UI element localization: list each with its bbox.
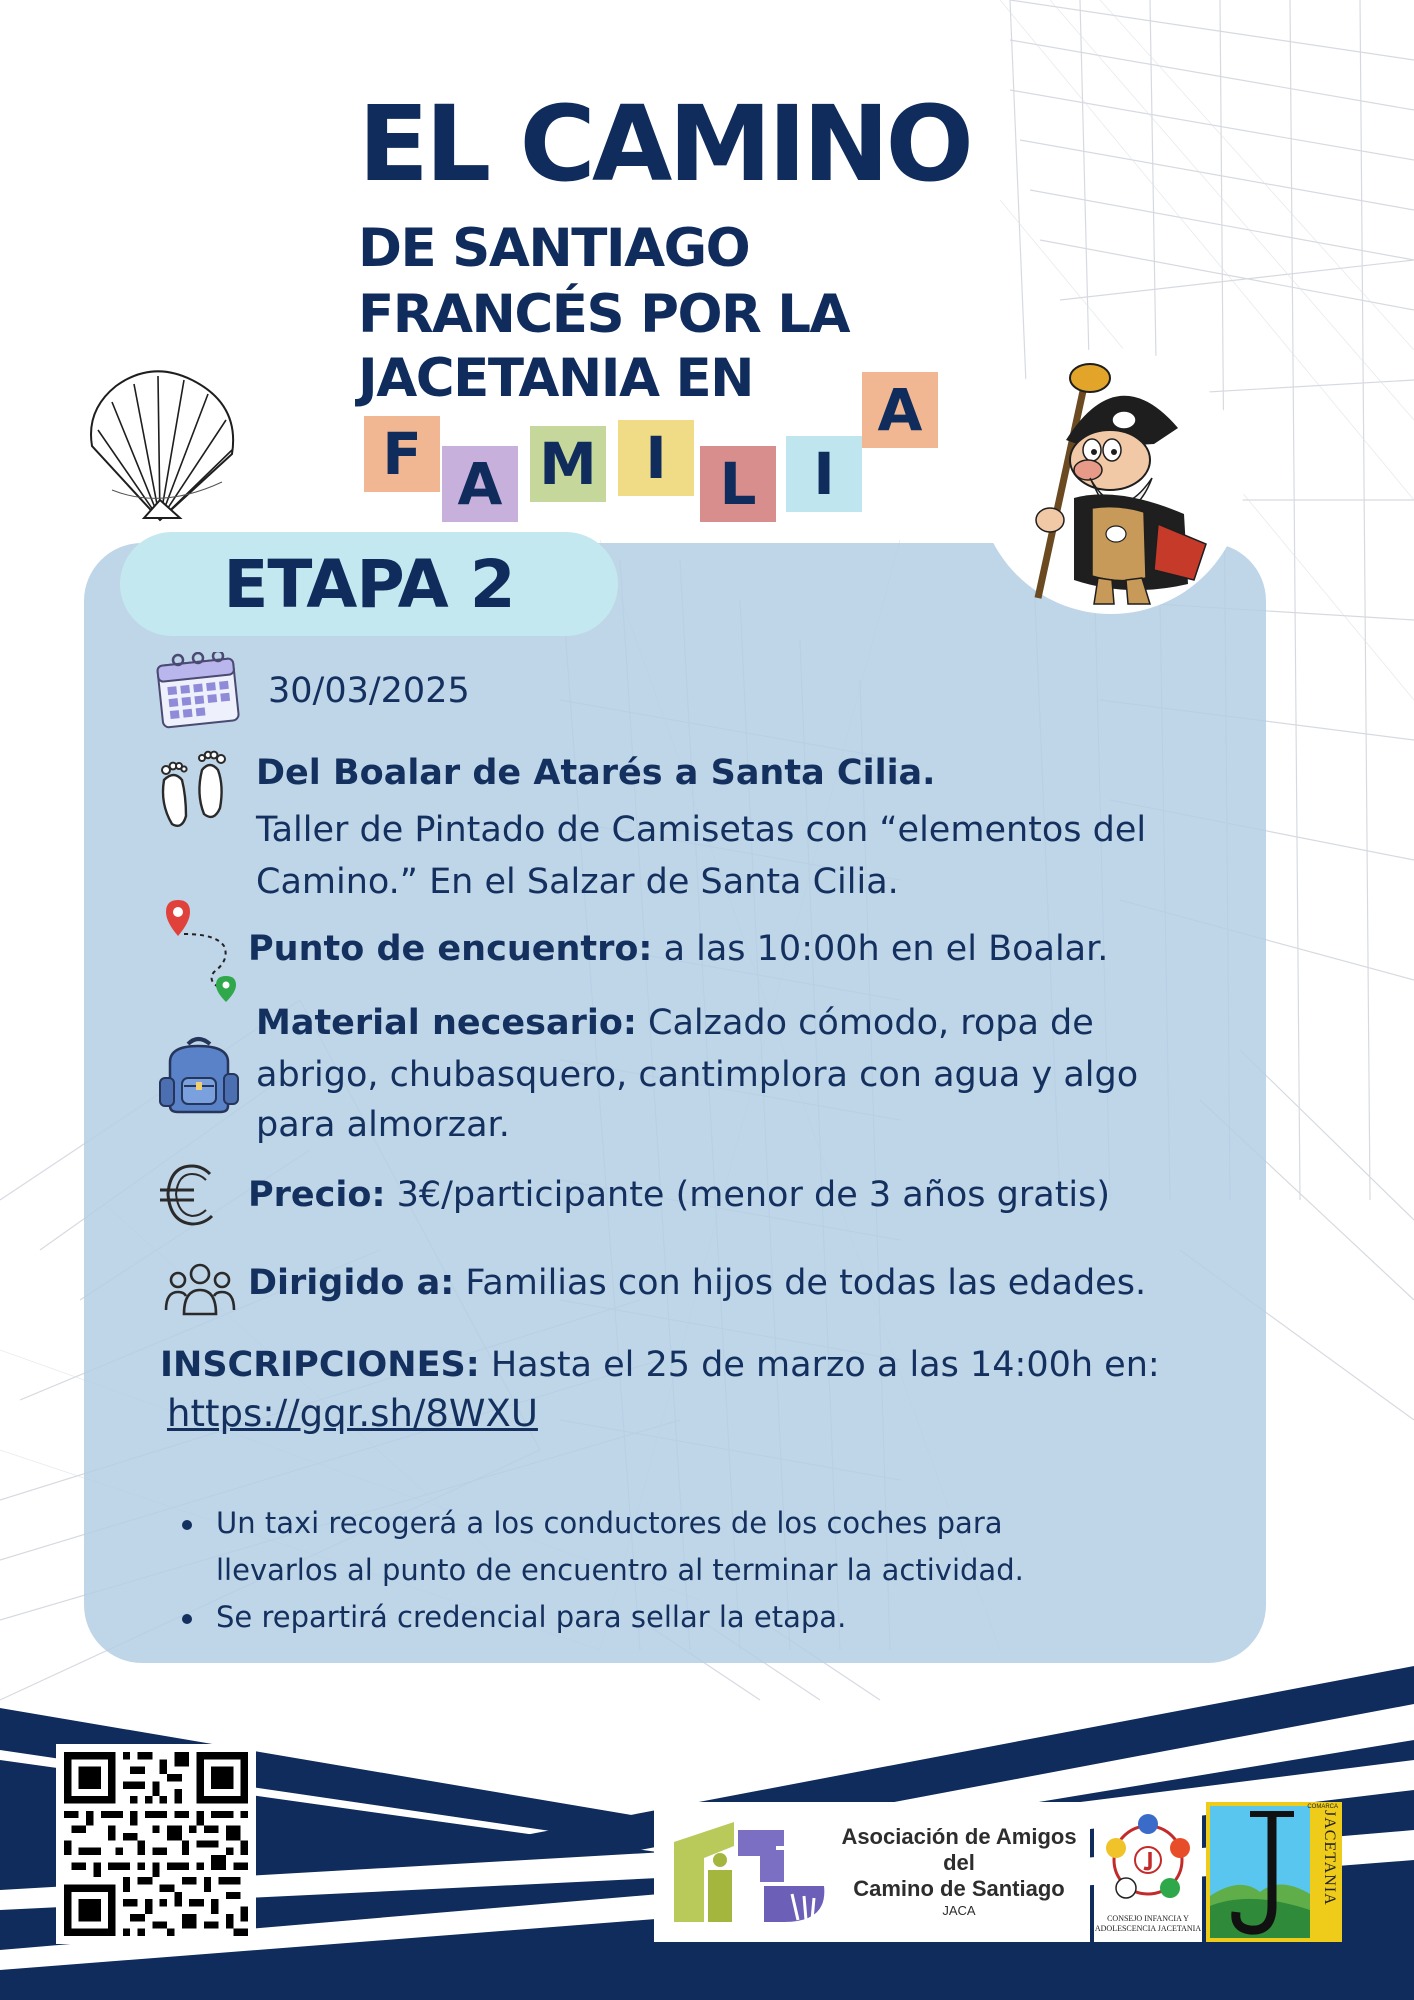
notes-list: [178, 1500, 1238, 1641]
consejo-line-2: ADOLESCENCIA JACETANIA: [1094, 1924, 1202, 1933]
asociacion-emblem-icon: [664, 1812, 834, 1932]
asociacion-logo: [654, 1802, 1090, 1942]
title-line-4: JACETANIA EN: [358, 348, 754, 409]
familia-tile: A: [862, 372, 938, 448]
material-label: Material necesario:: [256, 1003, 637, 1043]
familia-tile: I: [786, 436, 862, 512]
familia-tile: F: [364, 416, 440, 492]
backpack-icon: [158, 1034, 240, 1114]
audience-label: Dirigido a:: [248, 1263, 455, 1303]
consejo-emblem-icon: [1102, 1810, 1194, 1910]
qr-code-icon: [64, 1752, 248, 1936]
registration-link[interactable]: https://gqr.sh/8WXU: [167, 1392, 538, 1435]
pilgrim-mascot-icon: [978, 348, 1244, 614]
familia-tile: L: [700, 446, 776, 522]
meeting-point-row: [248, 924, 1108, 975]
asociacion-line-1: Asociación de Amigos: [841, 1824, 1077, 1849]
price-row: [248, 1170, 1110, 1221]
asociacion-name: [832, 1824, 1086, 1920]
registration-text: Hasta el 25 de marzo a las 14:00h en:: [479, 1345, 1160, 1385]
price-label: Precio:: [248, 1175, 386, 1215]
stage-label: ETAPA 2: [223, 545, 515, 623]
calendar-icon: [154, 652, 244, 730]
scallop-shell-icon: [72, 350, 252, 530]
qr-code[interactable]: [56, 1744, 256, 1944]
consejo-logo: [1094, 1802, 1202, 1942]
footprints-icon: [152, 744, 236, 832]
note-line: Un taxi recogerá a los conductores de los coches para: [216, 1506, 1003, 1540]
stage-badge: [120, 532, 618, 636]
note-line: Se repartirá credencial para sellar la etapa.: [216, 1600, 847, 1634]
comarca-label: COMARCA: [1307, 1804, 1338, 1810]
material-line-1: [256, 998, 1094, 1049]
consejo-line-1: CONSEJO INFANCIA Y: [1107, 1914, 1189, 1923]
consejo-name: [1094, 1914, 1202, 1934]
familia-tile: A: [442, 446, 518, 522]
material-text-1: Calzado cómodo, ropa de: [636, 1003, 1094, 1043]
familia-tile: M: [530, 426, 606, 502]
note-item: [178, 1500, 1238, 1594]
euro-icon: [158, 1160, 224, 1230]
registration-row: [160, 1340, 1160, 1391]
event-date: 30/03/2025: [268, 671, 470, 711]
price-text: 3€/participante (menor de 3 años gratis): [385, 1175, 1111, 1215]
familia-tile: I: [618, 420, 694, 496]
page-title: EL CAMINO: [358, 83, 970, 205]
comarca-jacetania-logo: [1206, 1802, 1342, 1942]
asociacion-line-4: JACA: [942, 1903, 976, 1918]
meeting-point-label: Punto de encuentro:: [248, 929, 653, 969]
audience-text: Familias con hijos de todas las edades.: [454, 1263, 1147, 1303]
comarca-name: JACETANIA: [1321, 1810, 1338, 1906]
note-line: llevarlos al punto de encuentro al terminar la actividad.: [216, 1553, 1024, 1587]
audience-row: [248, 1258, 1146, 1309]
map-pin-route-icon: [164, 898, 240, 1008]
asociacion-line-2: del: [943, 1850, 975, 1875]
route-title: Del Boalar de Atarés a Santa Cilia.: [256, 753, 936, 793]
people-group-icon: [164, 1260, 236, 1316]
asociacion-line-3: Camino de Santiago: [853, 1876, 1065, 1901]
material-line-2: abrigo, chubasquero, cantimplora con agua y algo: [256, 1055, 1139, 1095]
material-line-3: para almorzar.: [256, 1105, 510, 1145]
jacetania-emblem-icon: [1210, 1806, 1310, 1938]
title-line-2: DE SANTIAGO: [358, 218, 750, 279]
registration-label: INSCRIPCIONES:: [160, 1345, 480, 1385]
note-item: [178, 1594, 1238, 1641]
route-description-line-2: Camino.” En el Salzar de Santa Cilia.: [256, 862, 899, 902]
route-description-line-1: Taller de Pintado de Camisetas con “elementos del: [256, 810, 1147, 850]
pilgrim-mascot-badge: [978, 348, 1244, 614]
title-line-3: FRANCÉS POR LA: [358, 284, 850, 345]
meeting-point-text: a las 10:00h en el Boalar.: [652, 929, 1109, 969]
